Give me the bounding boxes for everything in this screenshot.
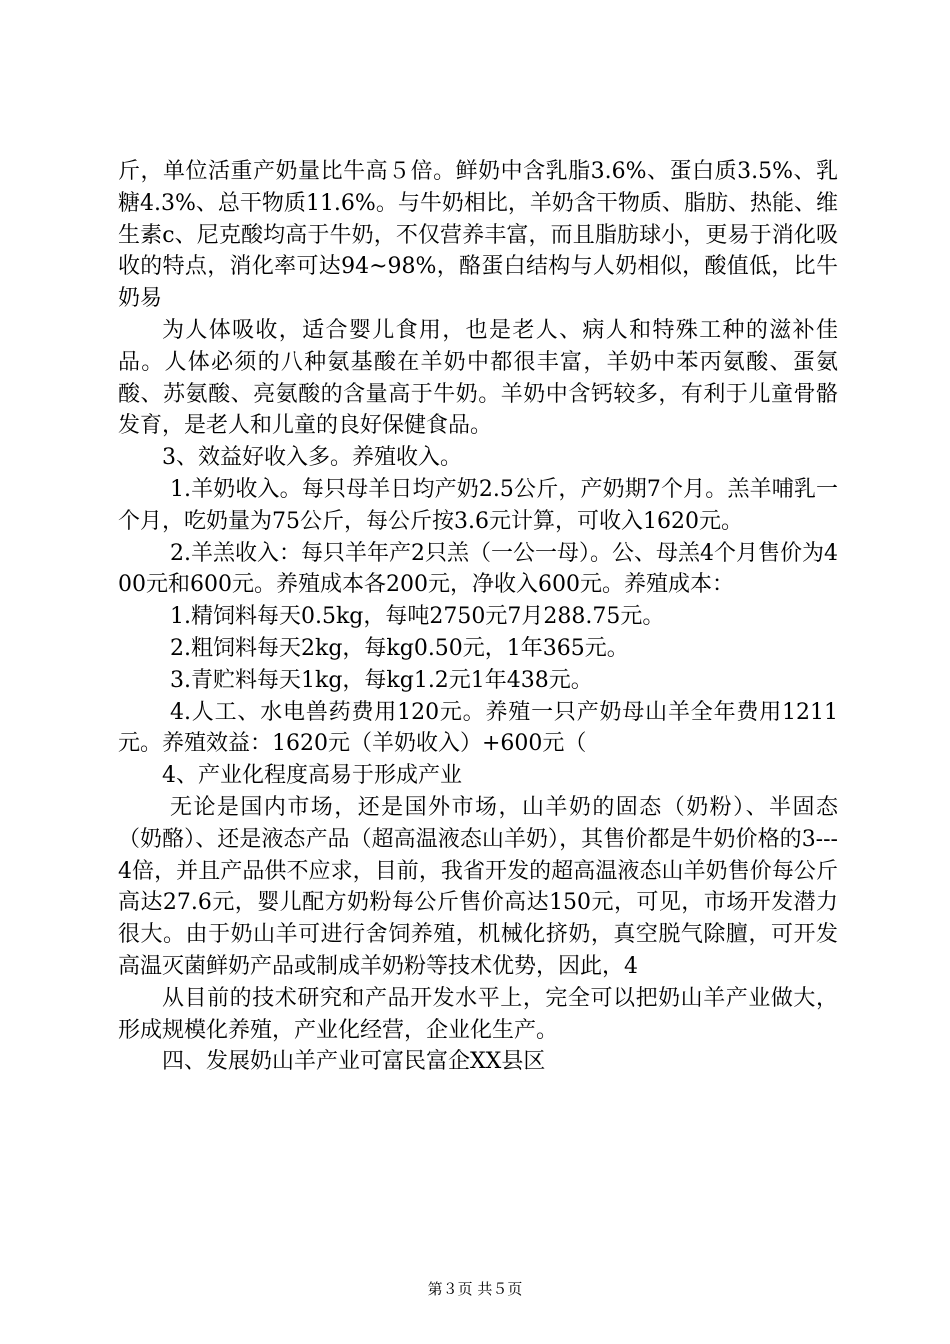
paragraph-lamb-income: 2.羊羔收入：每只羊年产2只羔（一公一母）。公、母羔4个月售价为400元和600元。养殖成本各200元，净收入600元。养殖成本： — [118, 540, 838, 598]
paragraph-labor-cost: 4.人工、水电兽药费用120元。养殖一只产奶母山羊全年费用1211元。养殖效益：1620元（羊奶收入）+600元（ — [118, 699, 838, 757]
paragraph-scale: 从目前的技术研究和产品开发水平上，完全可以把奶山羊产业做大，形成规模化养殖，产业化经营，企业化生产。 — [118, 985, 838, 1043]
paragraph-silage: 3.青贮料每天1kg，每kg1.2元1年438元。 — [170, 667, 593, 693]
document-body — [118, 156, 838, 1078]
paragraph-roughage: 2.粗饲料每天2kg，每kg0.50元，1年365元。 — [170, 635, 629, 661]
heading-develop: 四、发展奶山羊产业可富民富企XX县区 — [162, 1049, 546, 1075]
paragraph-milk-nutrition: 斤，单位活重产奶量比牛高５倍。鲜奶中含乳脂3.6%、蛋白质3.5%、乳糖4.3%、总干物质11.6%。与牛奶相比，羊奶含干物质、脂肪、热能、维生素c、尼克酸均高于牛奶，不仅营养丰富，而且脂肪球小，更易于消化吸收的特点，消化率可达94~98%，酪蛋白结构与人奶相似，酸值低，比牛奶易 — [118, 159, 838, 312]
heading-industrialization: 4、产业化程度高易于形成产业 — [162, 763, 462, 789]
paragraph-market: 无论是国内市场，还是国外市场，山羊奶的固态（奶粉）、半固态（奶酪）、还是液态产品（超高温液态山羊奶），其售价都是牛奶价格的3---4倍，并且产品供不应求，目前，我省开发的超高温液态山羊奶售价每公斤高达27.6元，婴儿配方奶粉每公斤售价高达150元，可见，市场开发潜力很大。由于奶山羊可进行舍饲养殖，机械化挤奶，真空脱气除膻，可开发高温灭菌鲜奶产品或制成羊奶粉等技术优势，因此，4 — [118, 794, 838, 979]
paragraph-milk-income: 1.羊奶收入。每只母羊日均产奶2.5公斤，产奶期7个月。羔羊哺乳一个月，吃奶量为75公斤，每公斤按3.6元计算，可收入1620元。 — [118, 476, 838, 534]
paragraph-absorption: 为人体吸收，适合婴儿食用，也是老人、病人和特殊工种的滋补佳品。人体必须的八种氨基酸在羊奶中都很丰富，羊奶中苯丙氨酸、蛋氨酸、苏氨酸、亮氨酸的含量高于牛奶。羊奶中含钙较多，有利于儿童骨骼发育，是老人和儿童的良好保健食品。 — [118, 317, 838, 439]
heading-benefit: 3、效益好收入多。养殖收入。 — [162, 445, 462, 471]
paragraph-concentrate-feed: 1.精饲料每天0.5kg，每吨2750元7月288.75元。 — [170, 604, 665, 630]
page-number-footer: 第３页 共５页 — [427, 1280, 523, 1298]
